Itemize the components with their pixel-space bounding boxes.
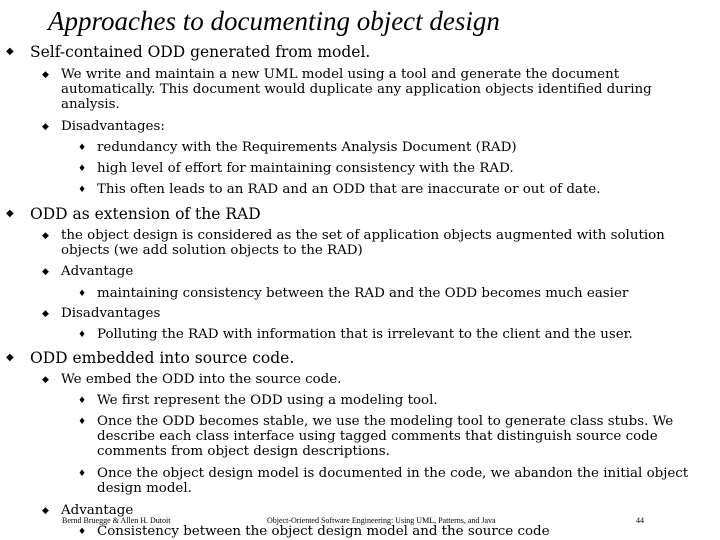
- footer-page-number: 44: [636, 516, 644, 525]
- list-item: ◆ the object design is considered as the set of application objects augmented with solution objects (we add solution objects to the RAD): [42, 228, 665, 258]
- bullet-diamond-icon: ◆: [6, 208, 14, 219]
- bullet-small-diamond-icon: ♦: [78, 396, 87, 406]
- list-subitem: ♦ Consistency between the object design model and the source code: [78, 524, 550, 539]
- section-1-heading: ◆ Self-contained ODD generated from model.: [6, 43, 371, 61]
- section-3-heading: ◆ ODD embedded into source code.: [6, 349, 295, 367]
- bullet-diamond-icon: ◆: [42, 231, 49, 241]
- footer-authors: Bernd Bruegge & Allen H. Dutoit: [62, 516, 171, 525]
- list-subitem: ♦ Polluting the RAD with information that is irrelevant to the client and the user.: [78, 327, 633, 342]
- bullet-small-diamond-icon: ♦: [78, 143, 87, 153]
- bullet-diamond-icon: ◆: [42, 267, 49, 277]
- list-subitem: ♦ We first represent the ODD using a modeling tool.: [78, 393, 438, 408]
- list-subitem: ♦ This often leads to an RAD and an ODD that are inaccurate or out of date.: [78, 182, 601, 197]
- list-item: ◆ Advantage: [42, 264, 134, 279]
- bullet-small-diamond-icon: ♦: [78, 185, 87, 195]
- bullet-diamond-icon: ◆: [42, 122, 49, 132]
- list-item: ◆ Advantage: [42, 503, 134, 518]
- bullet-small-diamond-icon: ♦: [78, 527, 87, 537]
- bullet-diamond-icon: ◆: [42, 506, 49, 516]
- bullet-diamond-icon: ◆: [42, 70, 49, 80]
- list-subitem: ♦ Once the ODD becomes stable, we use the modeling tool to generate class stubs. We describe each class interface using tagged comments that distinguish source code comments from object design descriptions.: [78, 414, 674, 459]
- list-subitem: ♦ Once the object design model is documented in the code, we abandon the initial object design model.: [78, 466, 689, 496]
- footer-book-title: Object-Oriented Software Engineering: Using UML, Patterns, and Java: [267, 516, 496, 525]
- bullet-diamond-icon: ◆: [6, 352, 14, 363]
- section-2-heading: ◆ ODD as extension of the RAD: [6, 205, 261, 223]
- bullet-small-diamond-icon: ♦: [78, 164, 87, 174]
- bullet-diamond-icon: ◆: [42, 375, 49, 385]
- bullet-small-diamond-icon: ♦: [78, 417, 87, 427]
- bullet-diamond-icon: ◆: [6, 46, 14, 57]
- bullet-small-diamond-icon: ♦: [78, 330, 87, 340]
- list-item: ◆ We write and maintain a new UML model using a tool and generate the document automatically. This document would duplicate any application objects identified during analysis.: [42, 67, 652, 112]
- list-subitem: ♦ redundancy with the Requirements Analysis Document (RAD): [78, 140, 517, 155]
- slide-title: Approaches to documenting object design: [48, 6, 500, 36]
- list-subitem: ♦ high level of effort for maintaining consistency with the RAD.: [78, 161, 514, 176]
- bullet-small-diamond-icon: ♦: [78, 469, 87, 479]
- list-item: ◆ Disadvantages: [42, 306, 161, 321]
- list-subitem: ♦ maintaining consistency between the RAD and the ODD becomes much easier: [78, 286, 629, 301]
- list-item: ◆ We embed the ODD into the source code.: [42, 372, 342, 387]
- list-item: ◆ Disadvantages:: [42, 119, 165, 134]
- bullet-small-diamond-icon: ♦: [78, 289, 87, 299]
- bullet-diamond-icon: ◆: [42, 309, 49, 319]
